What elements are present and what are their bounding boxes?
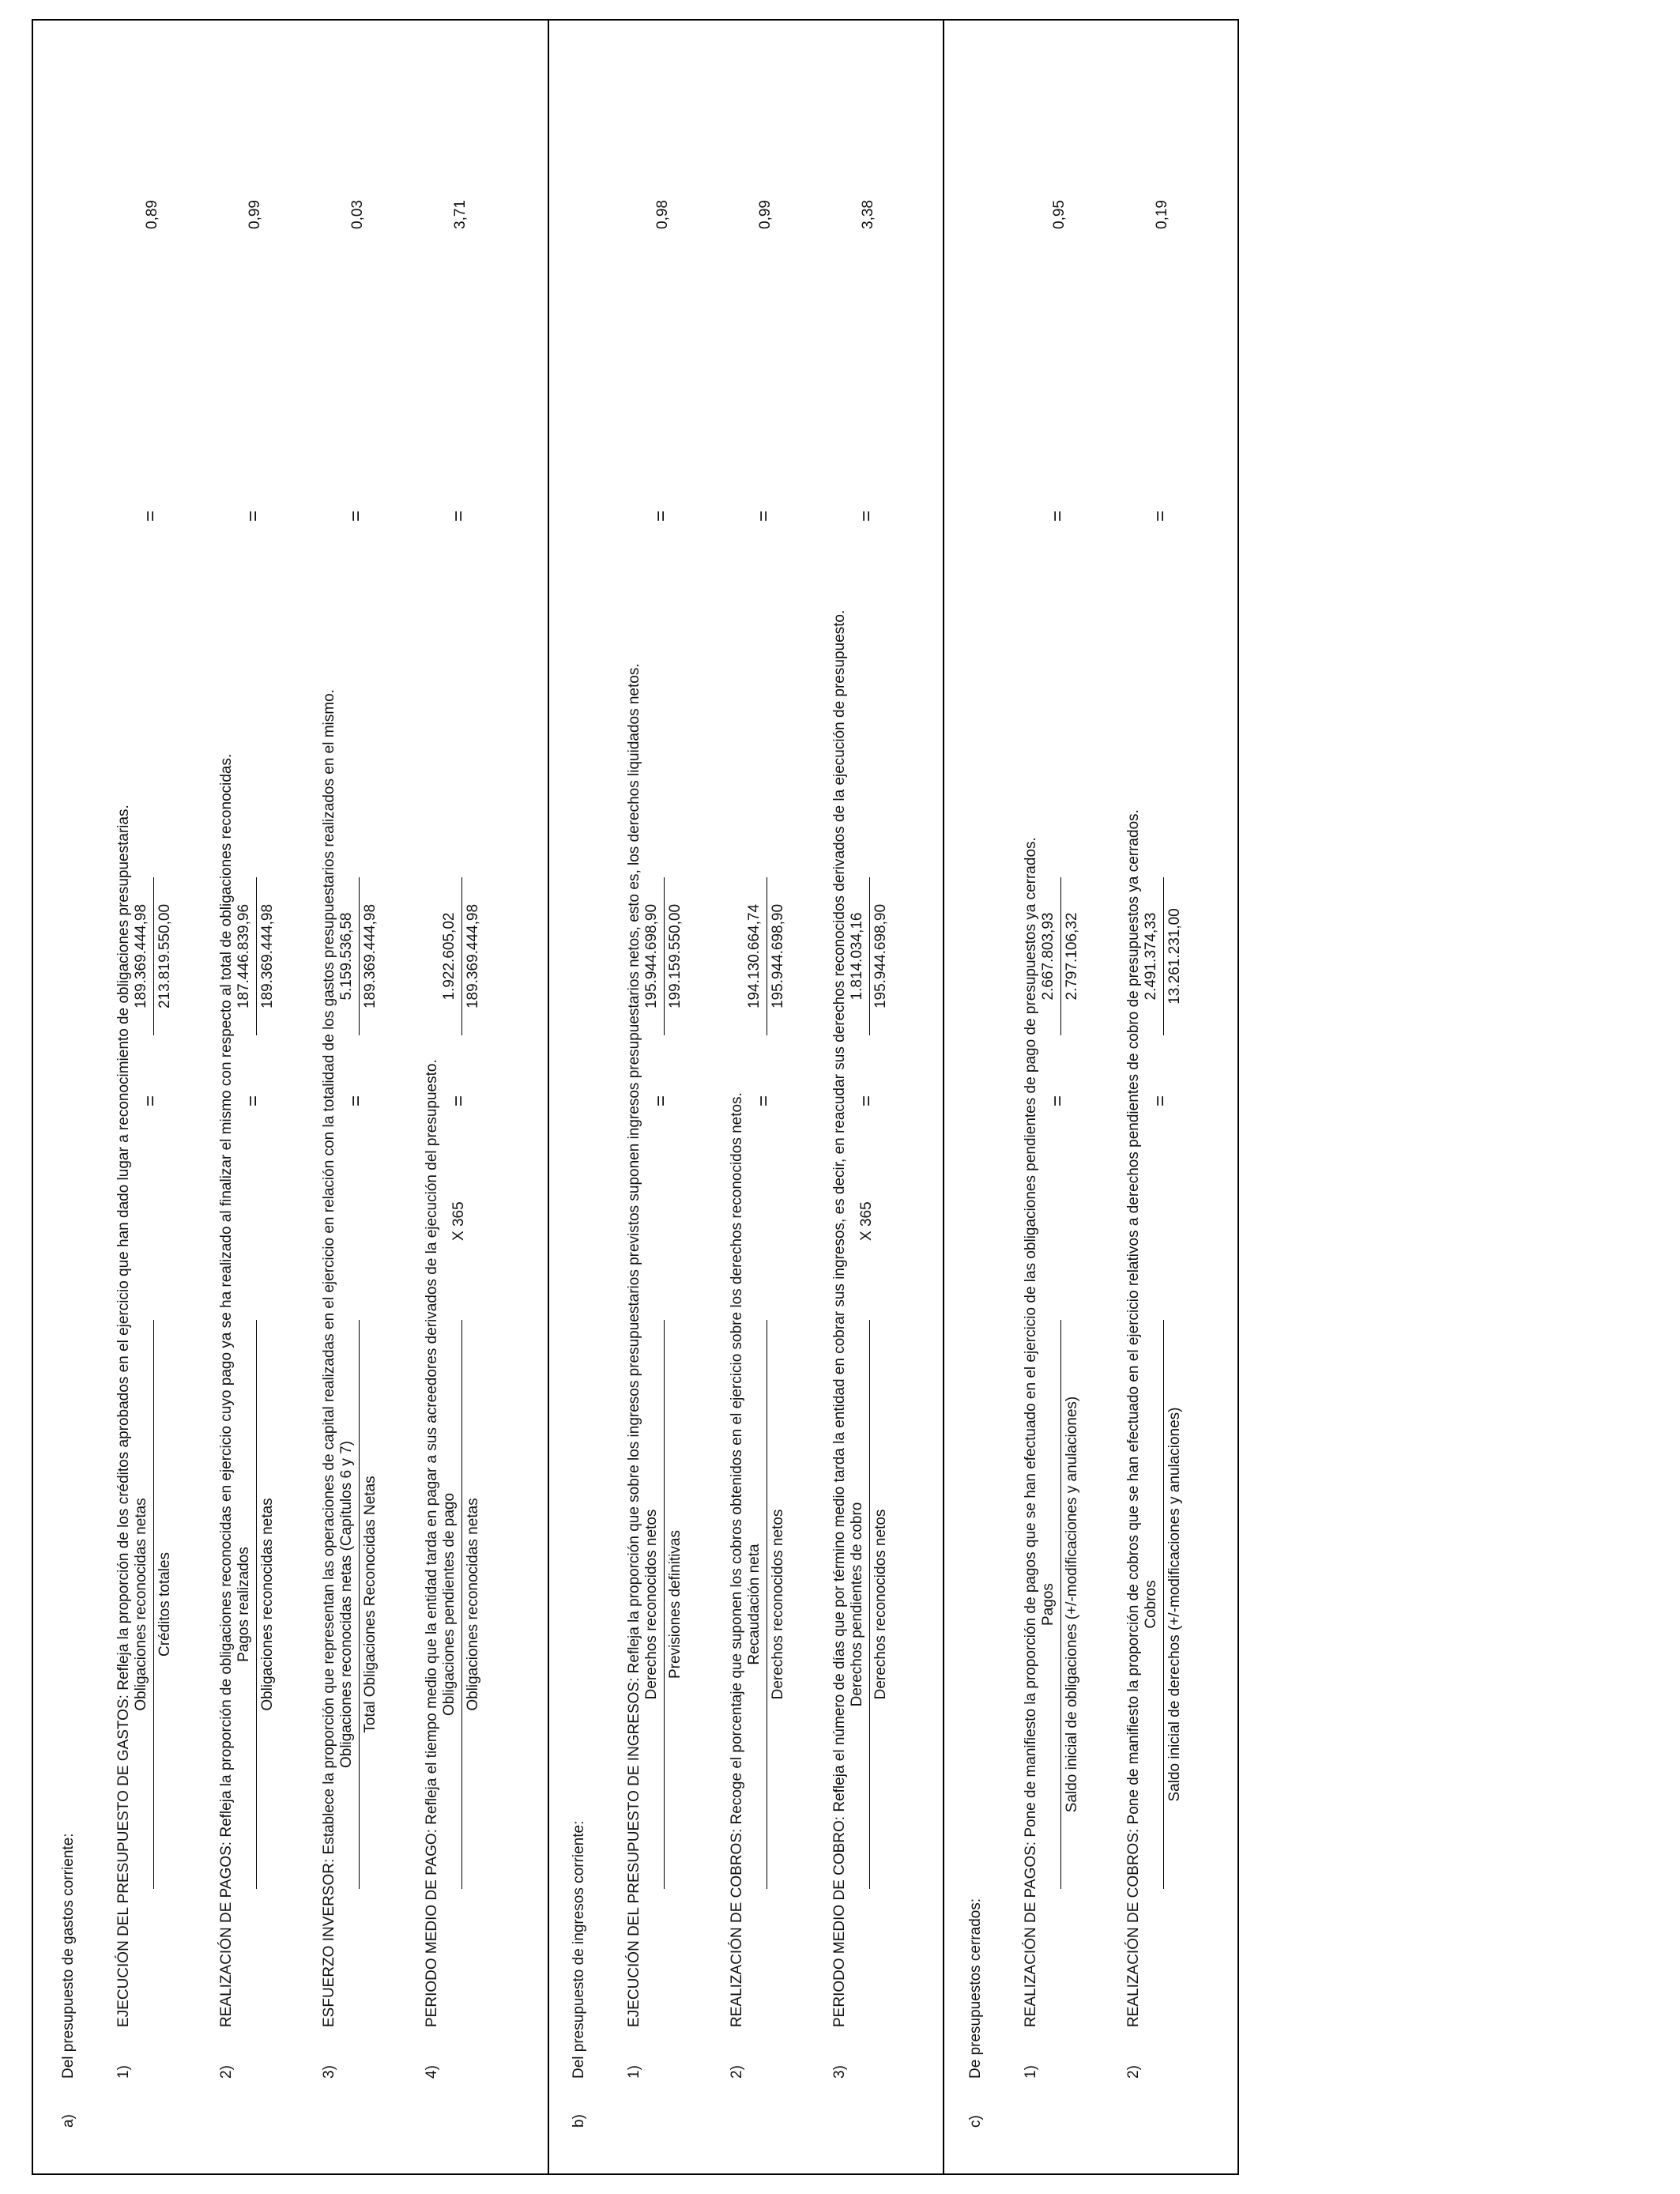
- item-description: PERIODO MEDIO DE PAGO: Refleja el tiempo medio que la entidad tarda en pagar a sus acreedores derivados de la ejecución del presupuesto.: [424, 1059, 440, 2027]
- item-description: REALIZACIÓN DE COBROS: Pone de manifiesto la proporción de cobros que se han efectuado en el ejercicio relativos a derechos pendientes de cobro de presupuestos ya cerrados.: [1125, 809, 1142, 2027]
- equals-sign: =: [448, 1095, 469, 1106]
- fraction-bar: [359, 1320, 360, 1889]
- fraction-denominator-label: Saldo inicial de obligaciones (+/-modificaciones y anulaciones): [1064, 1396, 1080, 1813]
- fraction-denominator-label: Previsiones definitivas: [667, 1530, 684, 1679]
- item-number: 3): [831, 2065, 848, 2079]
- fraction-denominator-label: Obligaciones reconocidas netas: [259, 1498, 276, 1711]
- ratio-result: 3,38: [860, 200, 876, 229]
- equals-sign: =: [1047, 510, 1068, 522]
- section-letter: a): [60, 2114, 77, 2128]
- value-fraction-bar: [461, 877, 462, 1035]
- item-number: 2): [218, 2065, 235, 2079]
- numerator-value: 5.159.536,58: [338, 912, 355, 1001]
- fraction-bar: [869, 1320, 870, 1889]
- fraction-numerator-label: Derechos reconocidos netos: [643, 1509, 660, 1700]
- item-description: REALIZACIÓN DE PAGOS: Refleja la proporción de obligaciones reconocidas en ejercicio cuyo pago ya se ha realizado al finalizar el mismo con respecto al total de obligaciones reconocidas.: [218, 753, 235, 2027]
- denominator-value: 195.944.698,90: [770, 903, 786, 1009]
- equals-sign: =: [1150, 1095, 1171, 1106]
- fraction-numerator-label: Recaudación neta: [746, 1544, 763, 1665]
- equals-sign: =: [140, 1095, 161, 1106]
- ratio-result: 0,95: [1051, 200, 1068, 229]
- equals-sign: =: [753, 510, 774, 522]
- fraction-bar: [256, 1320, 257, 1889]
- numerator-value: 2.491.374,33: [1143, 912, 1159, 1001]
- equals-sign: =: [856, 1095, 877, 1106]
- fraction-bar: [1060, 1320, 1061, 1889]
- fraction-denominator-label: Obligaciones reconocidas netas: [465, 1498, 481, 1711]
- value-fraction-bar: [869, 877, 870, 1035]
- fraction-denominator-label: Saldo inicial de derechos (+/-modificaciones y anulaciones): [1166, 1407, 1183, 1802]
- denominator-value: 189.369.444,98: [362, 903, 379, 1009]
- multiplier: X 365: [858, 1201, 875, 1241]
- equals-sign: =: [1047, 1095, 1068, 1106]
- denominator-value: 2.797.106,32: [1064, 912, 1080, 1001]
- value-fraction-bar: [256, 877, 257, 1035]
- fraction-bar: [461, 1320, 462, 1889]
- section-title: Del presupuesto de ingresos corriente:: [571, 1820, 587, 2079]
- fraction-numerator-label: Obligaciones reconocidas netas (Capítulos 6 y 7): [338, 1441, 355, 1769]
- value-fraction-bar: [1163, 877, 1164, 1035]
- item-description: EJECUCIÓN DEL PRESUPUESTO DE GASTOS: Refleja la proporción de los créditos aprobados en el ejercicio que han dado lugar a reconocimiento de obligaciones presupuestarias.: [115, 805, 132, 2027]
- equals-sign: =: [448, 510, 469, 522]
- value-fraction-bar: [359, 877, 360, 1035]
- equals-sign: =: [345, 510, 367, 522]
- equals-sign: =: [856, 510, 877, 522]
- equals-sign: =: [345, 1095, 367, 1106]
- ratio-result: 3,71: [452, 200, 469, 229]
- value-fraction-bar: [1060, 877, 1061, 1035]
- fraction-numerator-label: Obligaciones reconocidas netas: [133, 1498, 149, 1711]
- numerator-value: 1.814.034,16: [849, 912, 865, 1001]
- item-description: REALIZACIÓN DE COBROS: Recoge el porcentaje que suponen los cobros obtenidos en el ejercicio sobre los derechos reconocidos netos.: [729, 1092, 745, 2027]
- item-number: 4): [424, 2065, 440, 2079]
- equals-sign: =: [650, 1095, 672, 1106]
- fraction-denominator-label: Derechos reconocidos netos: [770, 1509, 786, 1700]
- equals-sign: =: [1150, 510, 1171, 522]
- denominator-value: 189.369.444,98: [259, 903, 276, 1009]
- item-description: ESFUERZO INVERSOR: Establece la proporción que representan las operaciones de capital realizadas en el ejercicio en relación con la totalidad de los gastos presupuestarios realizados en el mismo.: [321, 689, 337, 2027]
- value-fraction-bar: [664, 877, 665, 1035]
- ratio-result: 0,99: [757, 200, 774, 229]
- item-description: REALIZACIÓN DE PAGOS: Pone de manifiesto la proporción de pagos que se han efectuado en el ejercicio de las obligaciones pendientes de pago de presupuestos ya cerrados.: [1023, 837, 1039, 2027]
- denominator-value: 189.369.444,98: [465, 903, 481, 1009]
- item-number: 1): [626, 2065, 642, 2079]
- item-number: 2): [729, 2065, 745, 2079]
- numerator-value: 2.667.803,93: [1040, 912, 1057, 1001]
- fraction-denominator-label: Créditos totales: [156, 1552, 173, 1657]
- numerator-value: 187.446.839,96: [235, 903, 252, 1009]
- item-description: EJECUCIÓN DEL PRESUPUESTO DE INGRESOS: Refleja la proporción que sobre los ingresos presupuestarios previstos suponen ingresos presupuestarios netos, esto es, los derechos liquidados netos.: [626, 663, 642, 2027]
- item-number: 2): [1125, 2065, 1142, 2079]
- section-letter: c): [967, 2115, 984, 2128]
- fraction-numerator-label: Pagos: [1040, 1583, 1057, 1626]
- denominator-value: 213.819.550,00: [156, 903, 173, 1009]
- equals-sign: =: [650, 510, 672, 522]
- item-number: 3): [321, 2065, 337, 2079]
- section-title: De presupuestos cerrados:: [967, 1898, 984, 2079]
- item-description: PERIODO MEDIO DE COBRO: Refleja el número de días que por término medio tarda la entidad en cobrar sus ingresos, es decir, en reacudar sus derechos reconocidos derivados de la ejecución de presupuesto.: [831, 609, 848, 2027]
- ratio-result: 0,99: [247, 200, 263, 229]
- fraction-numerator-label: Cobros: [1143, 1580, 1159, 1629]
- multiplier: X 365: [450, 1201, 467, 1241]
- numerator-value: 189.369.444,98: [133, 903, 149, 1009]
- fraction-denominator-label: Total Obligaciones Reconocidas Netas: [362, 1476, 379, 1733]
- numerator-value: 194.130.664,74: [746, 903, 763, 1009]
- fraction-bar: [1163, 1320, 1164, 1889]
- fraction-bar: [664, 1320, 665, 1889]
- section-letter: b): [571, 2114, 587, 2128]
- equals-sign: =: [243, 510, 264, 522]
- ratio-result: 0,19: [1154, 200, 1170, 229]
- denominator-value: 199.159.550,00: [667, 903, 684, 1009]
- ratio-result: 0,89: [144, 200, 160, 229]
- numerator-value: 195.944.698,90: [643, 903, 660, 1009]
- fraction-numerator-label: Pagos realizados: [235, 1547, 252, 1662]
- equals-sign: =: [753, 1095, 774, 1106]
- equals-sign: =: [140, 510, 161, 522]
- item-number: 1): [1023, 2065, 1039, 2079]
- denominator-value: 195.944.698,90: [872, 903, 889, 1009]
- ratio-result: 0,98: [654, 200, 671, 229]
- value-fraction-bar: [153, 877, 154, 1035]
- fraction-numerator-label: Obligaciones pendientes de pago: [441, 1492, 458, 1717]
- ratio-result: 0,03: [349, 200, 366, 229]
- fraction-denominator-label: Derechos reconocidos netos: [872, 1509, 889, 1700]
- denominator-value: 13.261.231,00: [1166, 908, 1183, 1005]
- rotated-content: [33, 21, 1237, 2173]
- fraction-numerator-label: Derechos pendientes de cobro: [849, 1502, 865, 1707]
- equals-sign: =: [243, 1095, 264, 1106]
- fraction-bar: [153, 1320, 154, 1889]
- section-title: Del presupuesto de gastos corriente:: [60, 1833, 77, 2079]
- numerator-value: 1.922.605,02: [441, 912, 458, 1001]
- item-number: 1): [115, 2065, 132, 2079]
